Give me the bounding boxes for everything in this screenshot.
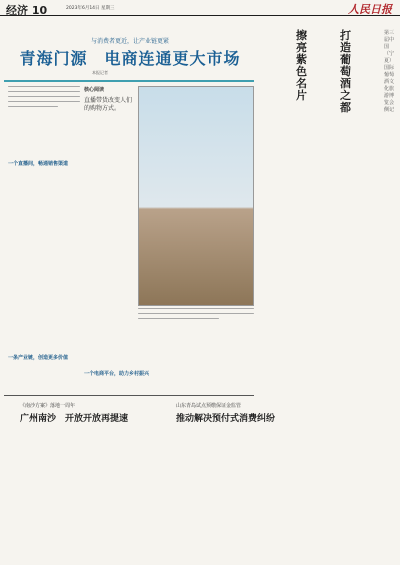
lead-rule xyxy=(4,80,254,82)
bottom-rule xyxy=(4,395,254,396)
lead-subhead-2: 一条产业链，创造更多价值 xyxy=(8,355,69,361)
photo-caption xyxy=(138,308,254,364)
section-label: 经济 10 xyxy=(6,4,48,17)
lead-kicker: 与消费者更近，让产业链更紧 xyxy=(90,38,169,45)
right-column-subtitle: 打造葡萄酒之都 xyxy=(340,29,351,114)
right-column xyxy=(258,18,398,558)
right-column-kicker: 第三届中国（宁夏）国际葡萄酒文化旅游博览会侧记 xyxy=(384,30,395,113)
bottom-story-1-headline: 广州南沙 开放开放再提速 xyxy=(20,414,129,424)
core-reading-box xyxy=(84,86,134,208)
lead-headline: 青海门源 电商连通更大市场 xyxy=(19,49,241,68)
lead-subhead-3: 一个电商平台，助力乡村振兴 xyxy=(84,371,150,377)
lead-subhead-1: 一个直播间，畅通销售渠道 xyxy=(8,161,69,167)
lead-photo xyxy=(138,86,254,306)
right-column-title: 擦亮紫色名片 xyxy=(296,29,307,102)
bottom-story-2-headline: 推动解决预付式消费纠纷 xyxy=(176,414,276,424)
page-footer xyxy=(0,557,400,565)
core-reading-title: 核心阅读 xyxy=(84,87,105,93)
photo-background xyxy=(139,87,253,305)
issue-date: 2023年6月14日 星期三 xyxy=(66,6,115,11)
lead-body-col-1 xyxy=(8,86,80,386)
bottom-story-1-kicker: 《南沙方案》落地一周年 xyxy=(20,403,76,409)
page-header xyxy=(0,0,400,16)
lead-byline: 本报记者 xyxy=(92,70,108,75)
bottom-story-2-kicker: 山东青岛试点预缴保证金监管 xyxy=(176,403,242,409)
core-reading-text: 直播带货改变人们的购物方式。 xyxy=(84,97,133,112)
newspaper-logo: 人民日报 xyxy=(348,3,392,16)
